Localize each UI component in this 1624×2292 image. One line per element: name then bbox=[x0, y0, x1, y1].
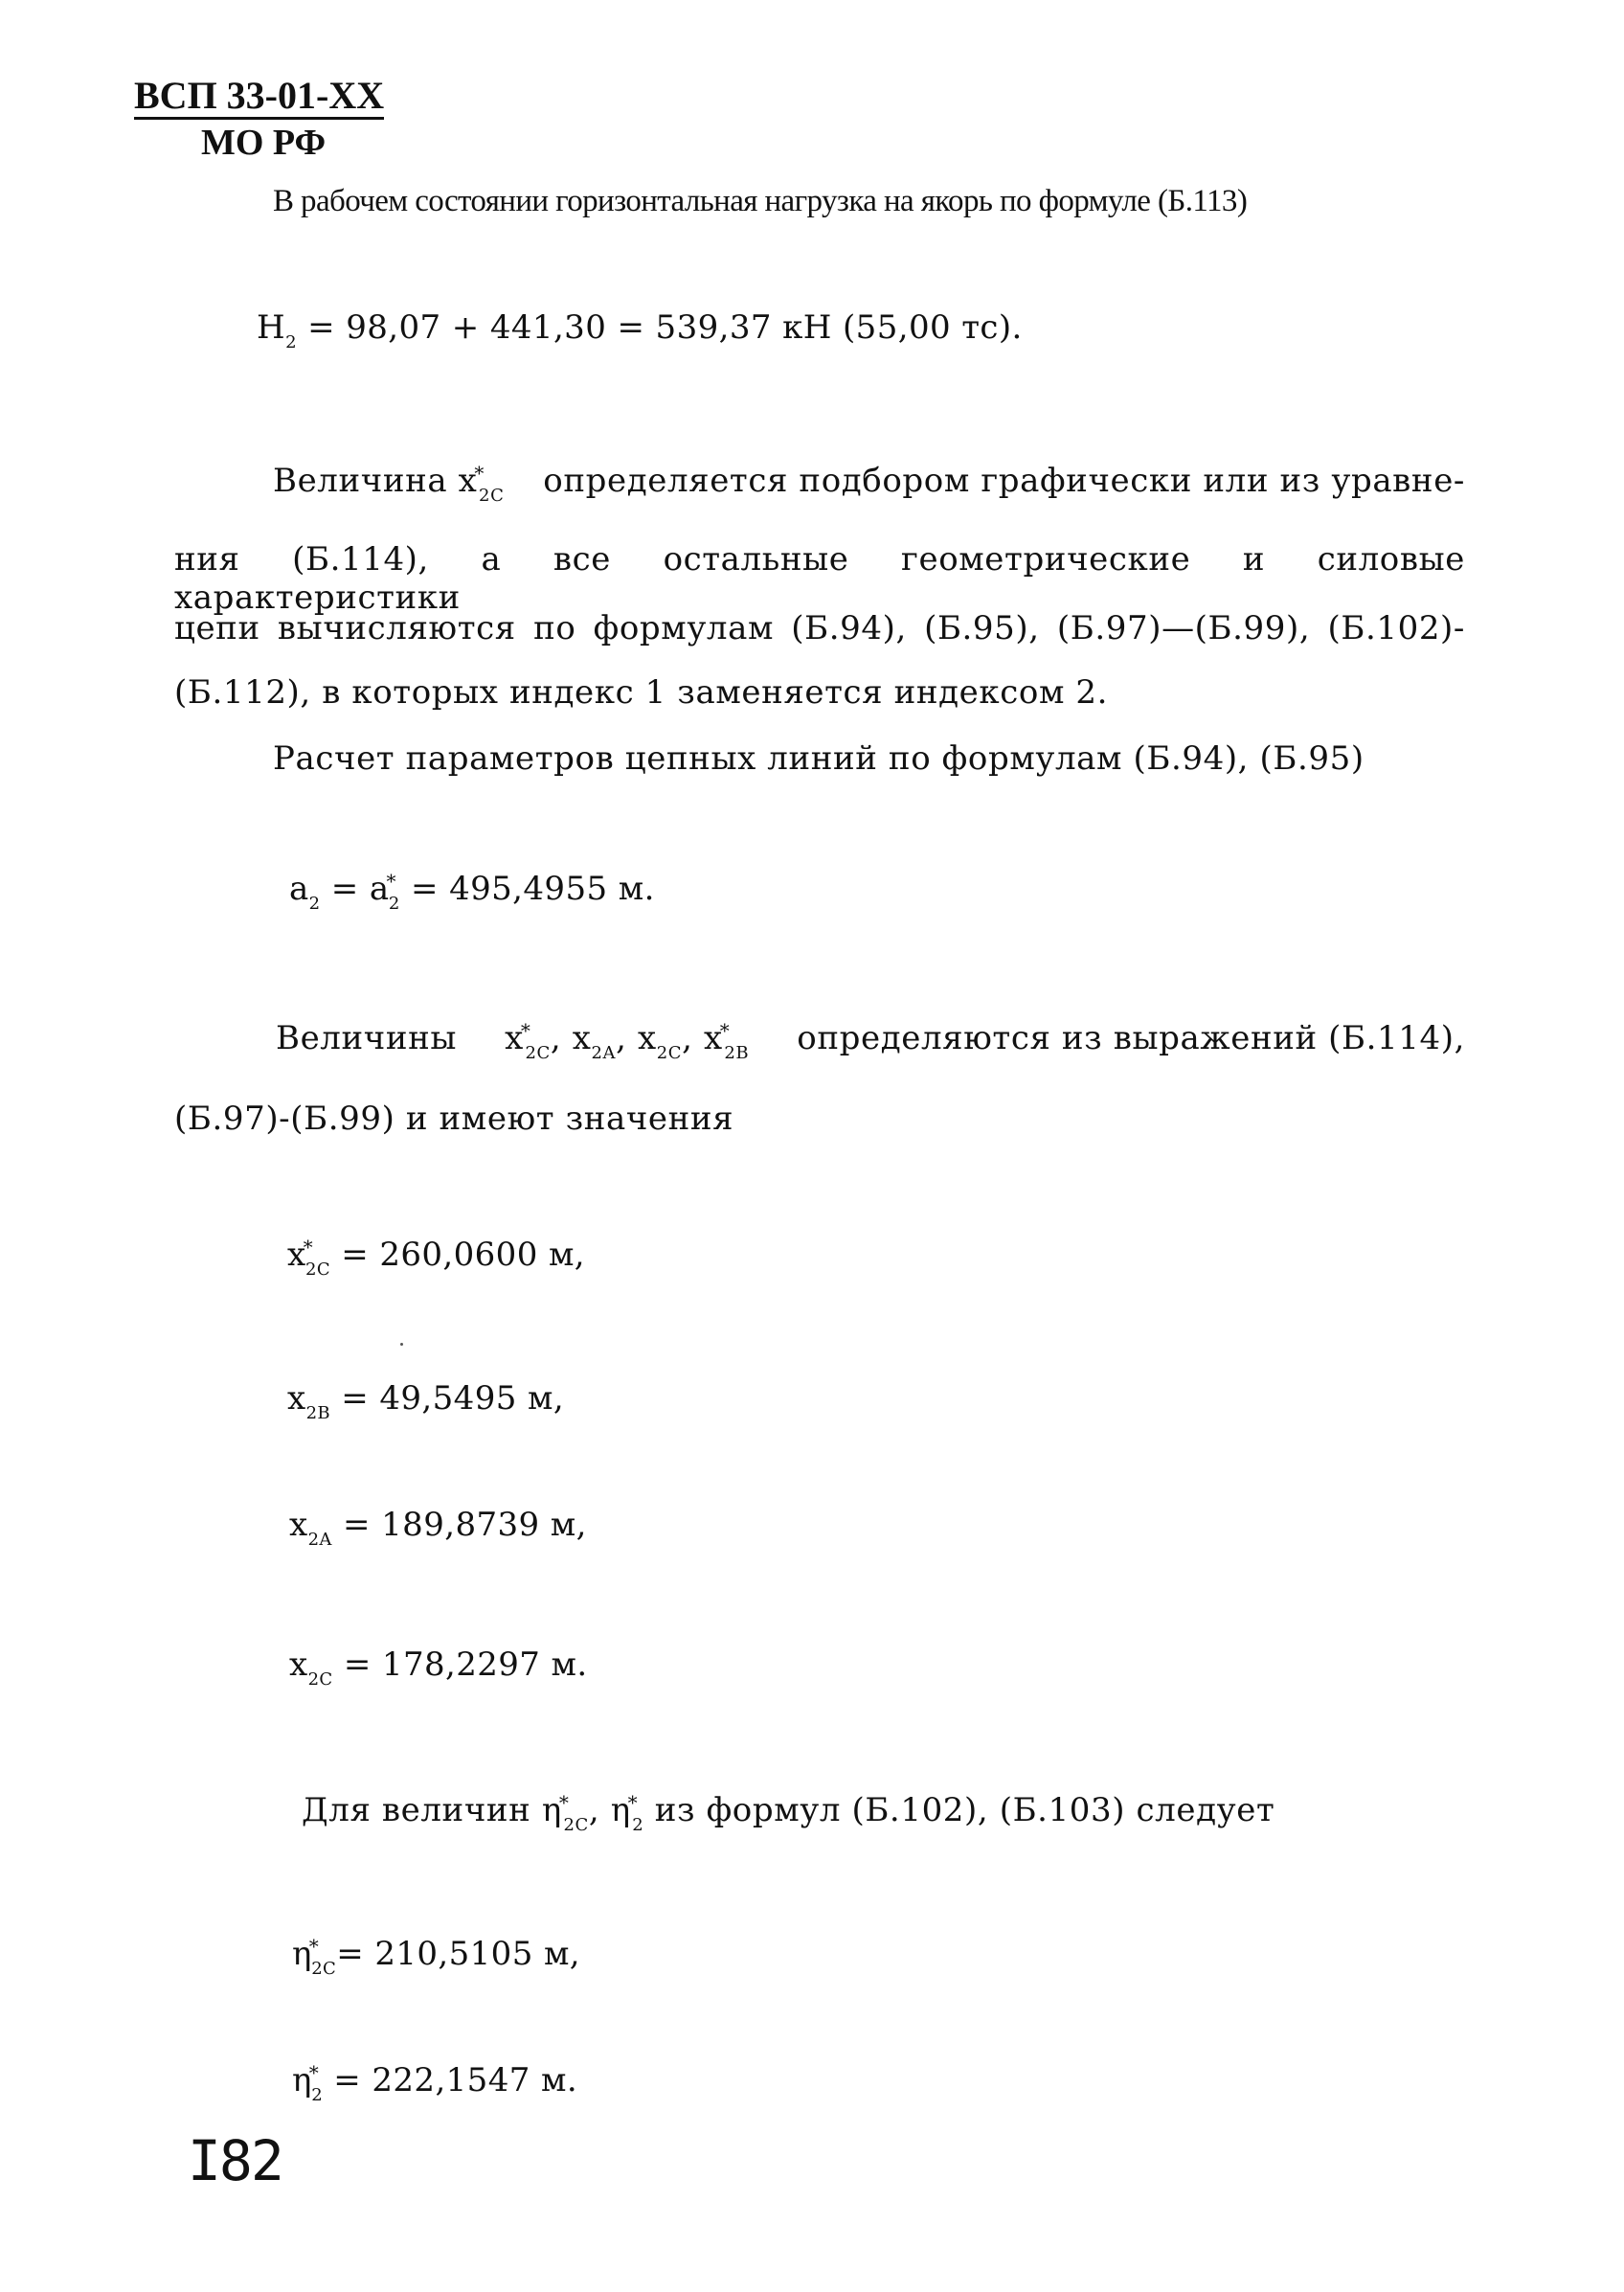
para4 bbox=[302, 1791, 1275, 1835]
document-code: ВСП 33-01-XX bbox=[134, 75, 384, 120]
h2-symbol: H bbox=[257, 308, 286, 347]
eta-row: $\eta^*_2 = 222,1547$ м. bbox=[292, 2061, 578, 2105]
para1-line2: ния (Б.114), а все остальные геометрические и силовые характеристики bbox=[174, 540, 1465, 617]
a2-mid-sub: 2 bbox=[388, 894, 400, 914]
para4-start: Для величин bbox=[302, 1791, 531, 1829]
a2-rhs: = 495,4955 м. bbox=[399, 870, 655, 908]
value-row: $x_{2B} = 49,5495$ м, bbox=[287, 1379, 565, 1423]
a2-mid: = a bbox=[320, 870, 390, 908]
scan-speck bbox=[400, 1343, 403, 1346]
para1-end: определяется подбором графически или из уравне- bbox=[543, 462, 1465, 500]
para3-line2: (Б.97)-(Б.99) и имеют значения bbox=[174, 1100, 734, 1138]
para1-start: Величина x bbox=[273, 462, 478, 500]
value-row: $x_{2C} = 178,2297$ м. bbox=[289, 1645, 588, 1690]
a2-lhs-sub: 2 bbox=[308, 894, 321, 914]
para3-line1 bbox=[276, 1019, 1465, 1063]
para1-line1 bbox=[273, 462, 1465, 506]
a2-formula bbox=[289, 870, 655, 914]
a2-mid-sup: * bbox=[386, 870, 396, 893]
para4-end: из формул (Б.102), (Б.103) следует bbox=[654, 1791, 1275, 1829]
para2: Расчет параметров цепных линий по формулам (Б.94), (Б.95) bbox=[273, 739, 1365, 778]
para3-end: определяются из выражений (Б.114), bbox=[797, 1019, 1465, 1057]
page-number: I82 bbox=[188, 2128, 282, 2193]
para4-terms: $\eta^*_{2C}$, $\eta^*_2$ bbox=[541, 1791, 644, 1835]
a2-lhs: a bbox=[289, 870, 309, 908]
eta-row: $\eta^*_{2C}= 210,5105$ м, bbox=[292, 1935, 581, 1979]
para1-line3: цепи вычисляются по формулам (Б.94), (Б.95), (Б.97)—(Б.99), (Б.102)- bbox=[174, 609, 1465, 647]
para1-sub: 2C bbox=[479, 486, 505, 506]
para1-line4: (Б.112), в которых индекс 1 заменяется индексом 2. bbox=[174, 673, 1109, 712]
para3-start: Величины bbox=[276, 1019, 458, 1057]
value-row: $x_{2A} = 189,8739$ м, bbox=[289, 1506, 587, 1550]
para1-sup: * bbox=[474, 462, 485, 485]
para3-terms: $x^*_{2C}$, $x_{2A}$, $x_{2C}$, $x^*_{2B}$ bbox=[505, 1019, 750, 1063]
value-row: $x^*_{2C} = 260,0600$ м, bbox=[287, 1236, 586, 1280]
intro-line: В рабочем состоянии горизонтальная нагрузка на якорь по формуле (Б.113) bbox=[273, 184, 1248, 218]
organization-label: МО РФ bbox=[201, 123, 327, 163]
h2-expression: = 98,07 + 441,30 = 539,37 кН (55,00 тс). bbox=[296, 308, 1023, 347]
h2-formula bbox=[257, 308, 1023, 352]
h2-subscript: 2 bbox=[285, 332, 297, 352]
